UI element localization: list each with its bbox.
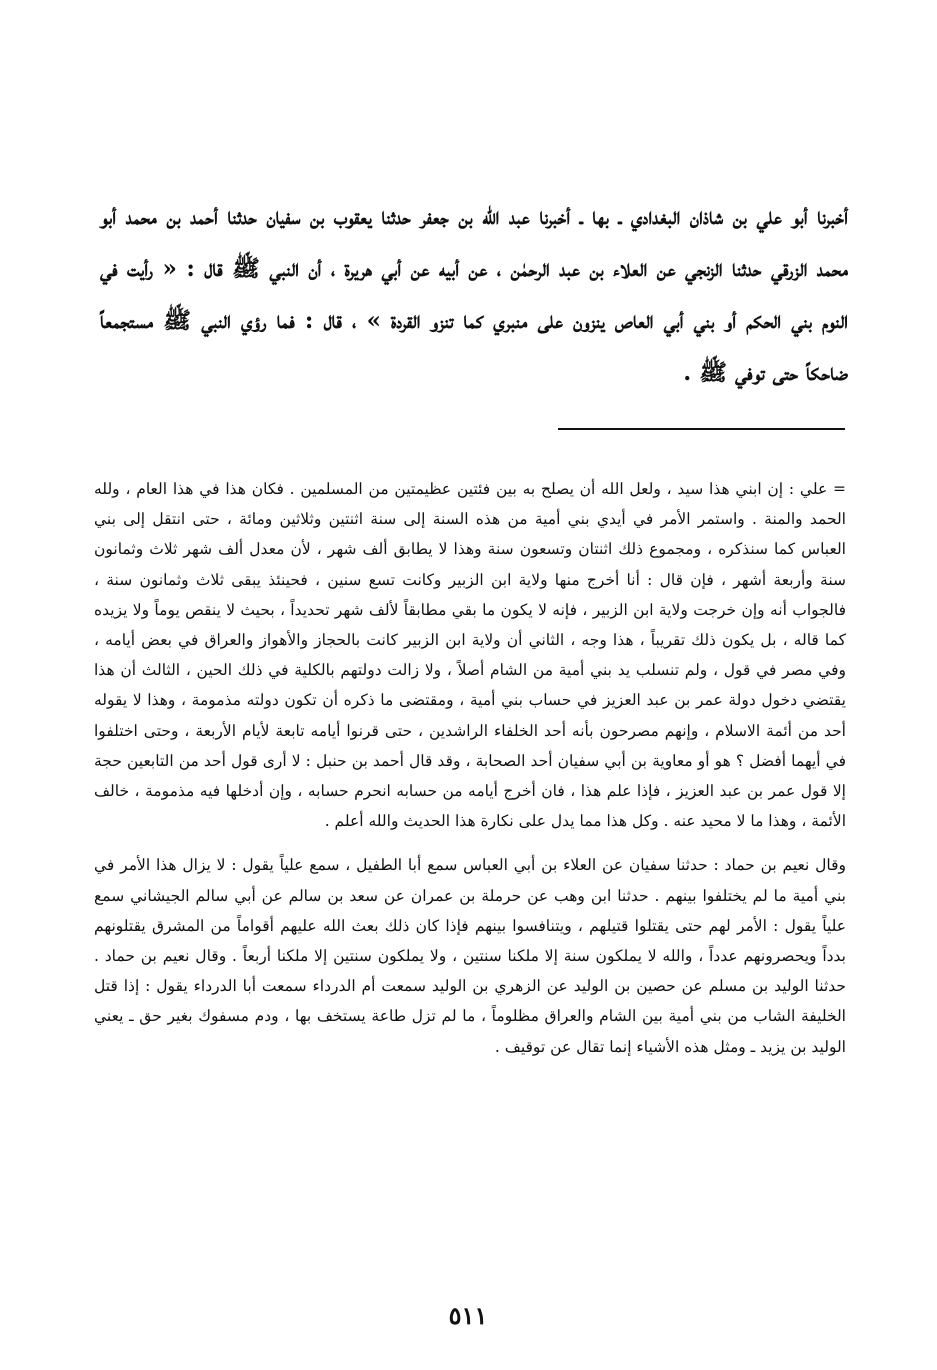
footnotes-section — [94, 474, 846, 1062]
footnote-block-1: = علي : إن ابني هذا سيد ، ولعل الله أن يصلح به بين فئتين عظيمتين من المسلمين . فكان هذا في هذا العام ، ولله الحمد والمنة . واستمر الأمر في أيدي بني أمية من هذه السنة إلى سنة اثنتين وثلاثين ومائة ، حتى انتقل إلى بني العباس كما سنذكره ، ومجموع ذلك اثنتان وتسعون سنة وهذا لا يطابق ألف شهر ، لأن معدل ألف شهر ثلاث وثمانون سنة وأربعة أشهر ، فإن قال : أنا أخرج منها ولاية ابن الزبير وكانت تسع سنين ، فحينئذ يبقى ثلاث وثمانون سنة ، فالجواب أنه وإن خرجت ولاية ابن الزبير ، فإنه لا يكون ما بقي مطابقاً لألف شهر تحديداً ، بحيث لا ينقص يوماً ولا يزيده كما قاله ، بل يكون ذلك تقريباً ، هذا وجه ، الثاني أن ولاية ابن الزبير كانت بالحجاز والأهواز والعراق في بعض أيامه ، وفي مصر في قول ، ولم تنسلب يد بني أمية من الشام أصلاً ، ولا زالت دولتهم بالكلية في ذلك الحين ، الثالث أن هذا يقتضي دخول دولة عمر بن عبد العزيز في حساب بني أمية ، ومقتضى ما ذكره أن تكون دولته مذمومة ، وهذا لا يقوله أحد من أئمة الاسلام ، وإنهم مصرحون بأنه أحد الخلفاء الراشدين ، حتى قرنوا أيامه تابعة لأيام الأربعة ، وحتى اختلفوا في أيهما أفضل ؟ هو أو معاوية بن أبي سفيان أحد الصحابة ، وقد قال أحمد بن حنبل : لا أرى قول أحد من التابعين حجة إلا قول عمر بن عبد العزيز ، فإذا علم هذا ، فان أخرج أيامه من حسابه انحرم حسابه ، وإن أدخلها فيه مذمومة ، خالف الأئمة ، وهذا ما لا محيد عنه . وكل هذا مما يدل على نكارة هذا الحديث والله أعلم . — [94, 480, 846, 831]
footnote-divider — [558, 428, 845, 430]
hadith-main-text: أخبرنا أبو علي بن شاذان البغدادي ـ بها ـ أخبرنا عبد الله بن جعفر حدثنا يعقوب بن سفيان حدثنا أحمد بن محمد أبو محمد الزرقي حدثنا الزنجي عن العلاء بن عبد الرحمٰن ، عن أبيه عن أبي هريرة ، أن النبي ﷺ قال : « رأيت في النوم بني الحكم أو بني أبي العاص ينزون على منبري كما تنزو القردة » ، قال : فما رؤي النبي ﷺ مستجمعاً ضاحكاً حتى توفي ﷺ . — [100, 203, 848, 386]
page-number: ٥١١ — [448, 1301, 488, 1330]
footnote-block-2: وقال نعيم بن حماد : حدثنا سفيان عن العلاء بن أبي العباس سمع أبا الطفيل ، سمع علياً يقول : لا يزال هذا الأمر في بني أمية ما لم يختلفوا بينهم . حدثنا ابن وهب عن حرملة بن عمران عن سعد بن سالم عن أبي سالم الجيشاني سمع علياً يقول : الأمر لهم حتى يقتلوا قتيلهم ، ويتنافسوا بينهم فإذا كان ذلك بعث الله عليهم أقواماً من المشرق يقتلونهم بدداً ويحصرونهم عدداً ، والله لا يملكون سنة إلا ملكنا سنتين ، ولا يملكون سنتين إلا ملكنا أربعاً . وقال نعيم بن حماد . حدثنا الوليد بن مسلم عن حصين بن الوليد عن الزهري بن الوليد سمعت أم الدرداء سمعت أبا الدرداء يقول : إذا قتل الخليفة الشاب من بني أمية بين الشام والعراق مظلوماً ، ما لم تزل طاعة يستخف بها ، ودم مسفوك بغير حق ـ يعني الوليد بن يزيد ـ ومثل هذه الأشياء إنما تقال عن توقيف . — [94, 856, 846, 1056]
